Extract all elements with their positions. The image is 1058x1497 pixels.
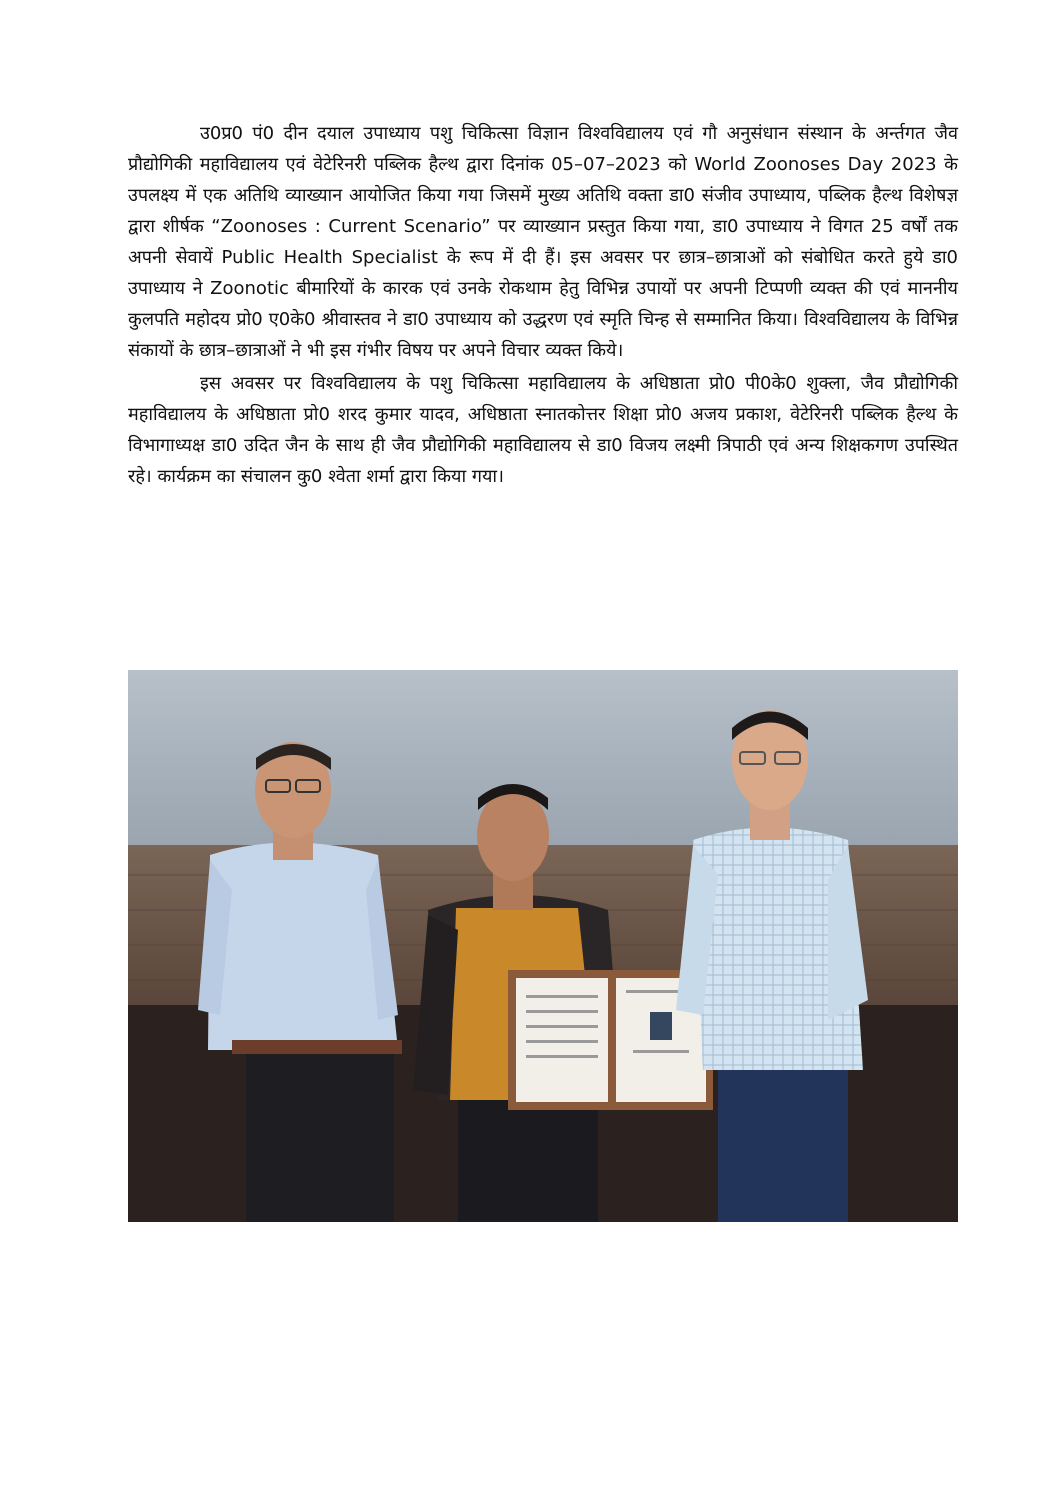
event-photo-illustration [128,670,958,1222]
paragraph-attendees: इस अवसर पर विश्वविद्यालय के पशु चिकित्सा महाविद्यालय के अधिष्ठाता प्रो0 पी0के0 शुक्ला, जैव प्रौद्योगिकी महाविद्यालय के अधिष्ठाता प्रो0 शरद कुमार यादव, अधिष्ठाता स्नातकोत्तर शिक्षा प्रो0 अजय प्रकाश, वेटेरिनरी पब्लिक हैल्थ के विभागाध्यक्ष डा0 उदित जैन के साथ ही जैव प्रौद्योगिकी महाविद्यालय से डा0 विजय लक्ष्मी त्रिपाठी एवं अन्य शिक्षकगण उपस्थित रहे। कार्यक्रम का संचालन कु0 श्वेता शर्मा द्वारा किया गया। [128,373,958,487]
event-photo [128,670,958,1222]
paragraph-event-description: उ0प्र0 पं0 दीन दयाल उपाध्याय पशु चिकित्सा विज्ञान विश्वविद्यालय एवं गौ अनुसंधान संस्थान के अर्न्तगत जैव प्रौद्योगिकी महाविद्यालय एवं वेटेरिनरी पब्लिक हैल्थ द्वारा दिनांक 05–07–2023 को World Zoonoses Day 2023 के उपलक्ष्य में एक अतिथि व्याख्यान आयोजित किया गया जिसमें मुख्य अतिथि वक्ता डा0 संजीव उपाध्याय, पब्लिक हैल्थ विशेषज्ञ द्वारा शीर्षक “Zoonoses : Current Scenario” पर व्याख्यान प्रस्तुत किया गया, डा0 उपाध्याय ने विगत 25 वर्षों तक अपनी सेवायें Public Health Specialist के रूप में दी हैं। इस अवसर पर छात्र–छात्राओं को संबोधित करते हुये डा0 उपाध्याय ने Zoonotic बीमारियों के कारक एवं उनके रोकथाम हेतु विभिन्न उपायों पर अपनी टिप्पणी व्यक्त की एवं माननीय कुलपति महोदय प्रो0 ए0के0 श्रीवास्तव ने डा0 उपाध्याय को उद्धरण एवं स्मृति चिन्ह से सम्मानित किया। विश्वविद्यालय के विभिन्न संकायों के छात्र–छात्राओं ने भी इस गंभीर विषय पर अपने विचार व्यक्त किये। [128,123,958,361]
article-body [128,118,958,492]
